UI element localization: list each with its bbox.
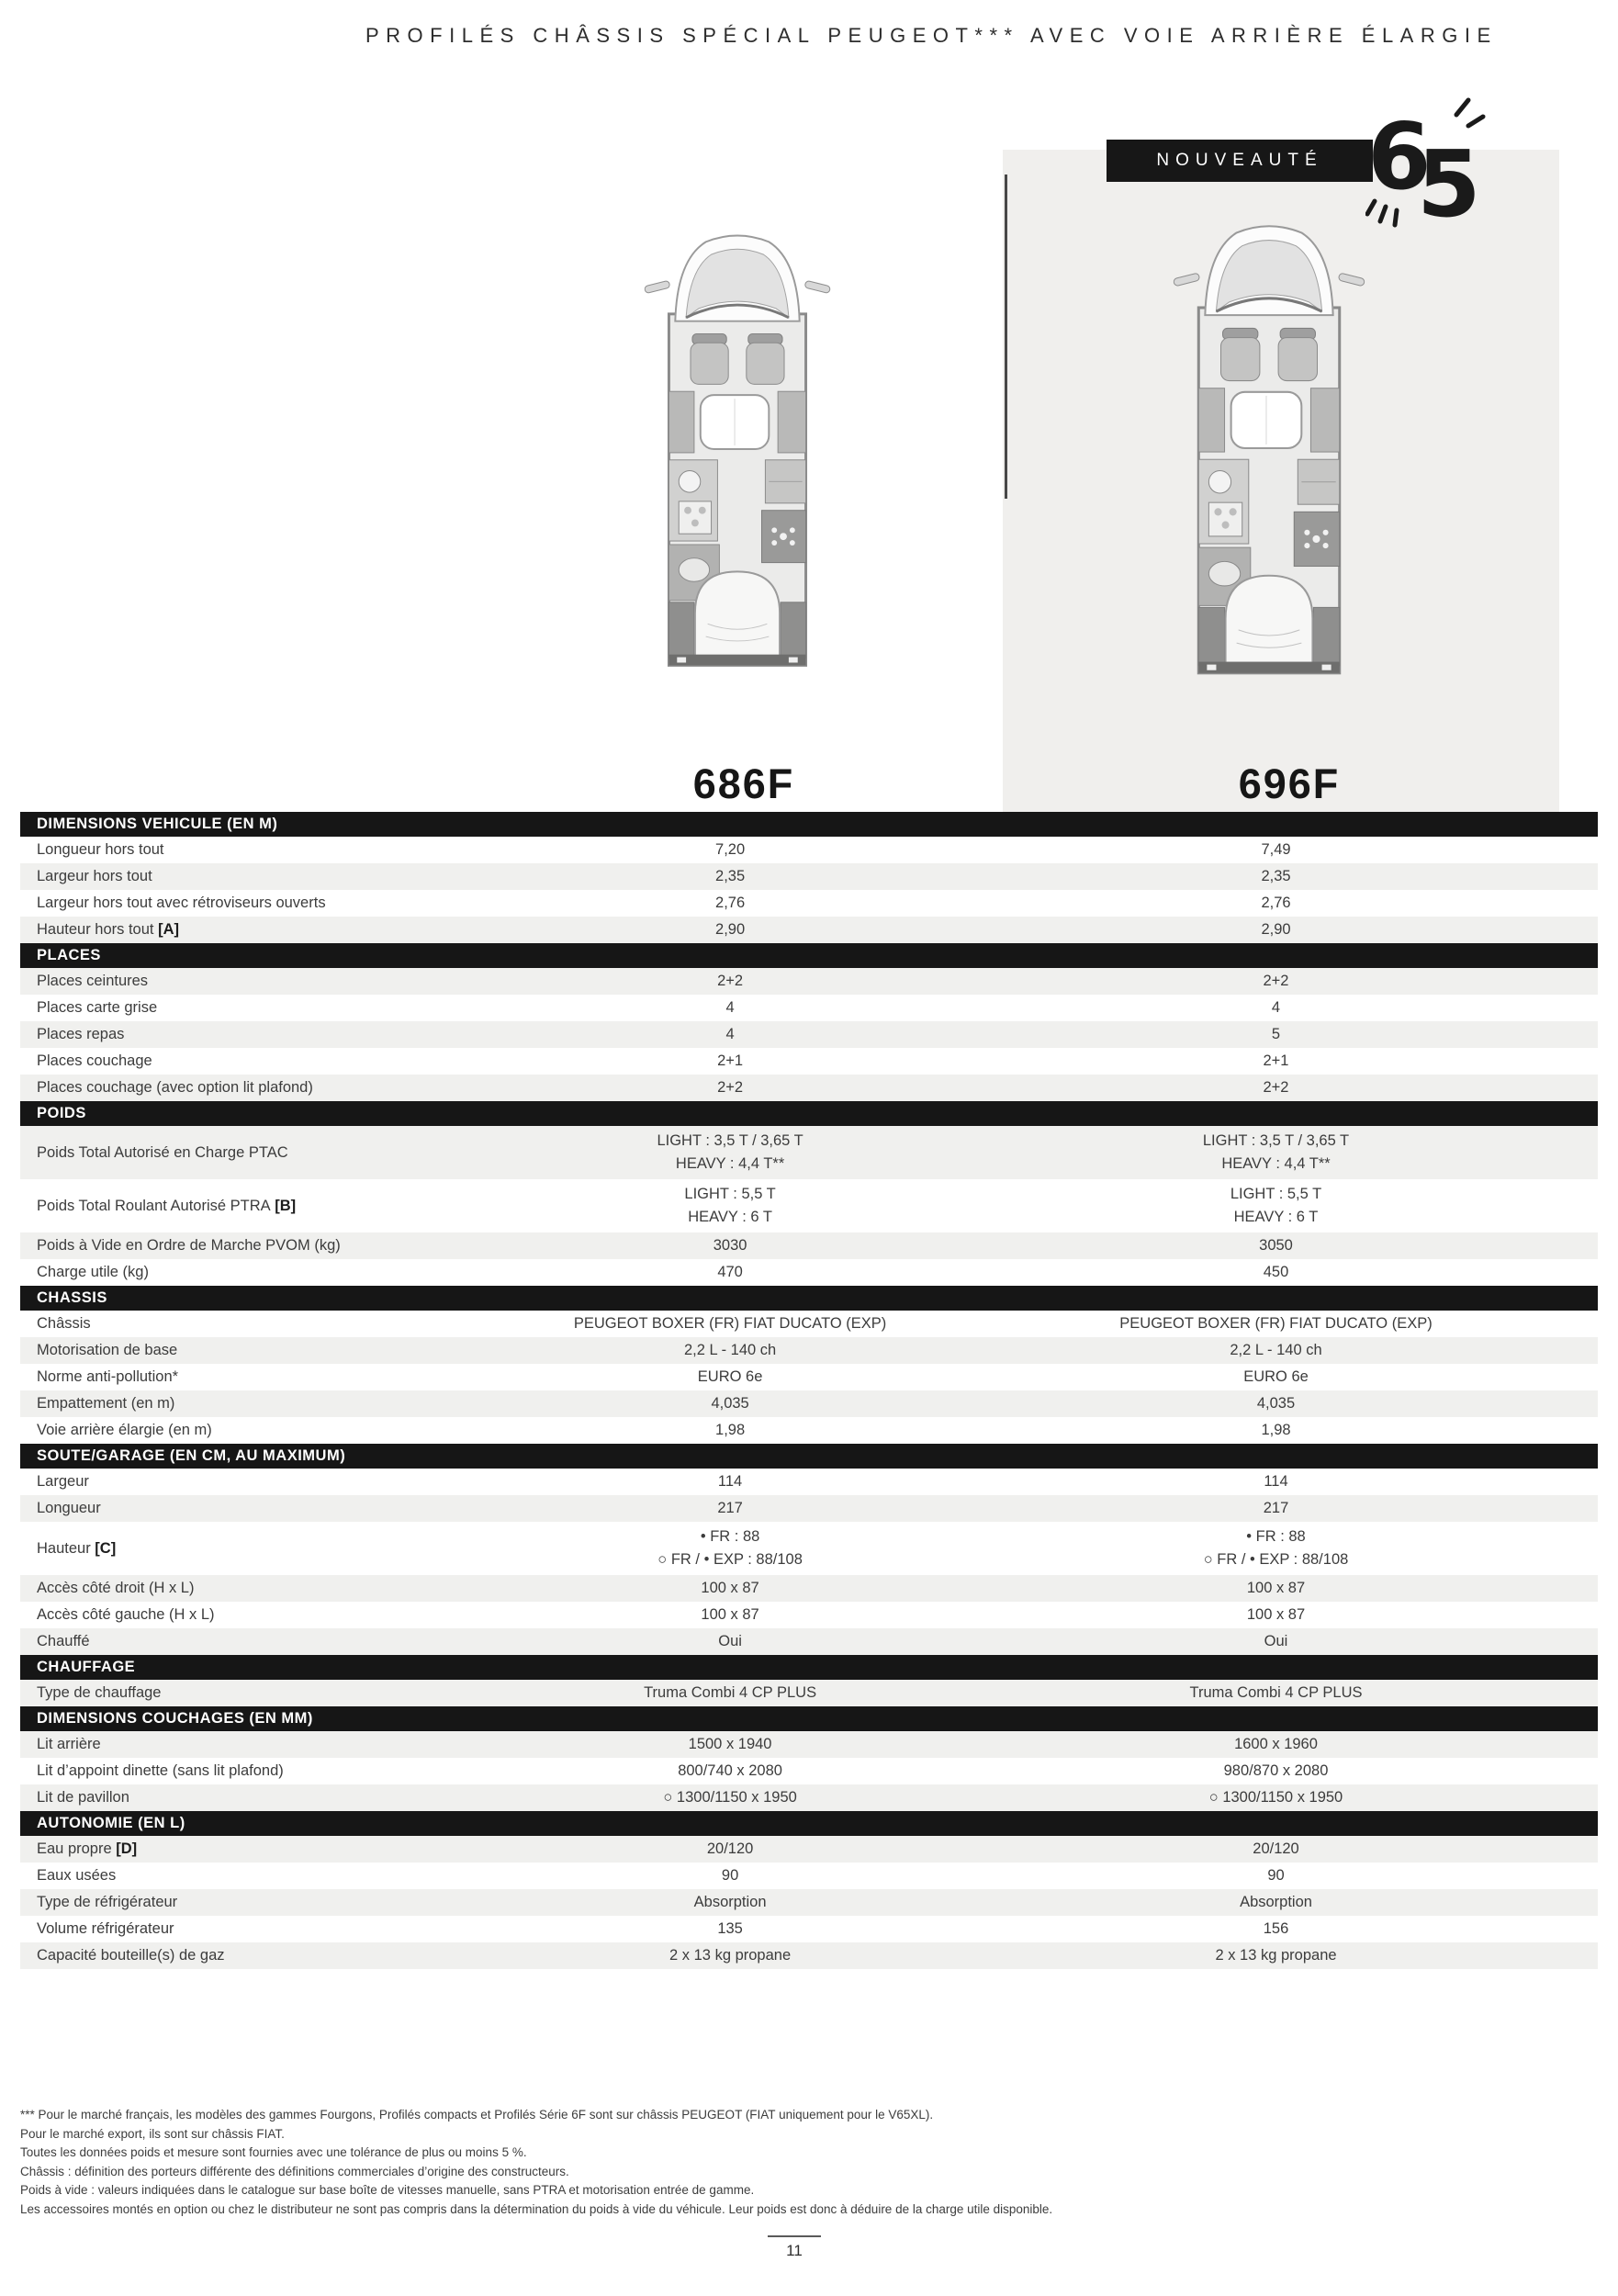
spec-value-696F: 4,035 xyxy=(1256,1395,1296,1412)
footnote-line: Toutes les données poids et mesure sont fournies avec une tolérance de plus ou moins 5 %. xyxy=(20,2145,527,2159)
svg-text:5: 5 xyxy=(1417,130,1481,238)
spec-label: Hauteur [C] xyxy=(37,1539,117,1557)
floorplan-696f xyxy=(1172,214,1366,682)
spec-row xyxy=(20,1075,1598,1101)
spec-label: Accès côté gauche (H x L) xyxy=(37,1606,215,1623)
spec-value-696F: 2,90 xyxy=(1261,921,1291,938)
spec-value-696F: 2,2 L - 140 ch xyxy=(1230,1342,1322,1358)
spec-value-696F: Absorption xyxy=(1240,1894,1312,1910)
spec-row xyxy=(20,1259,1598,1286)
spec-value-696F: 2+2 xyxy=(1263,973,1289,989)
spec-value-696F: 7,49 xyxy=(1261,841,1291,858)
spec-label: Motorisation de base xyxy=(37,1342,178,1358)
spec-value-686F: 470 xyxy=(717,1264,743,1280)
spec-value-696F: 3050 xyxy=(1259,1237,1293,1254)
section-header: POIDS xyxy=(20,1101,1598,1126)
spec-row xyxy=(20,1916,1598,1942)
model-name-686f: 686F xyxy=(692,760,795,807)
spec-label: Eaux usées xyxy=(37,1867,117,1884)
spec-label: Chauffé xyxy=(37,1633,90,1649)
spec-label: Places repas xyxy=(37,1026,125,1042)
spec-row xyxy=(20,1784,1598,1811)
spec-row xyxy=(20,1232,1598,1259)
spec-row xyxy=(20,1731,1598,1758)
spec-value-696F: LIGHT : 3,5 T / 3,65 T HEAVY : 4,4 T** xyxy=(1202,1132,1350,1172)
spec-value-686F: 114 xyxy=(717,1473,743,1490)
spec-row xyxy=(20,1390,1598,1417)
spec-label: Type de chauffage xyxy=(37,1684,162,1701)
spec-value-686F: 2,90 xyxy=(715,921,746,938)
spec-value-696F: 2+1 xyxy=(1263,1052,1289,1069)
spec-value-696F: 1600 x 1960 xyxy=(1234,1736,1318,1752)
spec-value-686F: 800/740 x 2080 xyxy=(678,1762,782,1779)
spec-label: Largeur hors tout xyxy=(37,868,152,884)
spec-row xyxy=(20,1179,1598,1232)
spec-row xyxy=(20,1602,1598,1628)
spec-value-686F: 20/120 xyxy=(706,1840,754,1857)
anniversary-65-logo xyxy=(1365,95,1487,242)
spec-row xyxy=(20,1628,1598,1655)
section-header: CHAUFFAGE xyxy=(20,1655,1598,1680)
spec-value-686F: 7,20 xyxy=(715,841,746,858)
spec-label: Longueur xyxy=(37,1500,101,1516)
panel-accent-line xyxy=(1005,174,1007,499)
spec-value-696F: 1,98 xyxy=(1261,1422,1291,1438)
spec-label: Hauteur hors tout [A] xyxy=(37,921,179,938)
spec-row xyxy=(20,1758,1598,1784)
floorplan-686f xyxy=(643,223,832,675)
spec-value-696F: ○ 1300/1150 x 1950 xyxy=(1208,1789,1343,1806)
spec-value-696F: 100 x 87 xyxy=(1246,1580,1306,1596)
spec-label: Largeur hors tout avec rétroviseurs ouverts xyxy=(37,895,326,911)
spec-label: Charge utile (kg) xyxy=(37,1264,149,1280)
section-header: SOUTE/GARAGE (EN CM, AU MAXIMUM) xyxy=(20,1444,1598,1469)
spec-value-686F: 3030 xyxy=(713,1237,747,1254)
spec-value-686F: 217 xyxy=(717,1500,743,1516)
spec-row xyxy=(20,1495,1598,1522)
spec-label: Poids Total Roulant Autorisé PTRA [B] xyxy=(37,1197,297,1214)
spec-value-696F: 450 xyxy=(1263,1264,1289,1280)
spec-label: Largeur xyxy=(37,1473,89,1490)
spec-label: Places couchage (avec option lit plafond) xyxy=(37,1079,313,1096)
section-header: AUTONOMIE (EN L) xyxy=(20,1811,1598,1836)
spec-row xyxy=(20,1889,1598,1916)
spec-value-686F: 90 xyxy=(721,1867,739,1884)
spec-value-686F: 4,035 xyxy=(711,1395,749,1412)
spec-label: Accès côté droit (H x L) xyxy=(37,1580,195,1596)
spec-value-686F: 2+1 xyxy=(717,1052,744,1069)
spec-row xyxy=(20,1836,1598,1863)
spec-label: Lit arrière xyxy=(37,1736,101,1752)
spec-value-686F: EURO 6e xyxy=(697,1368,763,1385)
spec-label: Places ceintures xyxy=(37,973,149,989)
model-name-696f: 696F xyxy=(1238,760,1341,807)
spec-label: Poids Total Autorisé en Charge PTAC xyxy=(37,1143,288,1161)
footnote-line: Poids à vide : valeurs indiquées dans le catalogue sur base boîte de vitesses manuelle, sans PTRA et motorisation entrée de gamme. xyxy=(20,2183,755,2197)
section-header: DIMENSIONS COUCHAGES (EN MM) xyxy=(20,1706,1598,1731)
spec-value-686F: • FR : 88 ○ FR / • EXP : 88/108 xyxy=(657,1528,803,1568)
spec-label: Lit d’appoint dinette (sans lit plafond) xyxy=(37,1762,284,1779)
spec-row xyxy=(20,917,1598,943)
spec-row xyxy=(20,1522,1598,1575)
spec-value-696F: 217 xyxy=(1263,1500,1289,1516)
spec-value-686F: Absorption xyxy=(693,1894,767,1910)
spec-row xyxy=(20,1126,1598,1179)
spec-value-696F: PEUGEOT BOXER (FR) FIAT DUCATO (EXP) xyxy=(1119,1315,1433,1332)
spec-label: Eau propre [D] xyxy=(37,1840,138,1857)
spec-value-696F: 20/120 xyxy=(1253,1840,1299,1857)
spec-row xyxy=(20,1311,1598,1337)
spec-value-696F: 2 x 13 kg propane xyxy=(1215,1947,1337,1964)
footnote-line: Pour le marché export, ils sont sur châssis FIAT. xyxy=(20,2126,285,2141)
spec-row xyxy=(20,1469,1598,1495)
spec-value-686F: 135 xyxy=(717,1920,743,1937)
spec-value-696F: 4 xyxy=(1271,999,1281,1016)
page-number-rule xyxy=(768,2235,821,2237)
spec-row xyxy=(20,995,1598,1021)
spec-row xyxy=(20,1942,1598,1969)
spec-row xyxy=(20,1021,1598,1048)
spec-row xyxy=(20,890,1598,917)
spec-value-686F: 100 x 87 xyxy=(701,1606,759,1623)
spec-value-686F: 2,76 xyxy=(715,895,746,911)
spec-row xyxy=(20,863,1598,890)
spec-value-686F: Truma Combi 4 CP PLUS xyxy=(644,1684,817,1701)
spec-label: Longueur hors tout xyxy=(37,841,164,858)
spec-value-696F: 980/870 x 2080 xyxy=(1223,1762,1329,1779)
spec-row xyxy=(20,1863,1598,1889)
spec-row xyxy=(20,837,1598,863)
spec-value-696F: 2+2 xyxy=(1263,1079,1289,1096)
spec-value-686F: 4 xyxy=(725,1026,735,1042)
spec-label: Volume réfrigérateur xyxy=(37,1920,174,1937)
spec-value-686F: 2+2 xyxy=(717,973,744,989)
spec-value-686F: ○ 1300/1150 x 1950 xyxy=(663,1789,797,1806)
spec-label: Places carte grise xyxy=(37,999,158,1016)
section-header: PLACES xyxy=(20,943,1598,968)
spec-value-696F: • FR : 88 ○ FR / • EXP : 88/108 xyxy=(1203,1528,1349,1568)
spec-value-696F: 156 xyxy=(1263,1920,1289,1937)
spec-row xyxy=(20,968,1598,995)
page-number: 11 xyxy=(786,2242,803,2259)
spec-value-686F: 2+2 xyxy=(717,1079,744,1096)
footnotes xyxy=(20,2106,1590,2219)
spec-row xyxy=(20,1680,1598,1706)
spec-label: Places couchage xyxy=(37,1052,152,1069)
spec-table xyxy=(20,812,1598,1969)
spec-label: Lit de pavillon xyxy=(37,1789,129,1806)
spec-label: Poids à Vide en Ordre de Marche PVOM (kg) xyxy=(37,1237,341,1254)
spec-value-696F: Oui xyxy=(1264,1633,1288,1649)
spec-label: Châssis xyxy=(37,1315,91,1332)
spec-value-696F: 100 x 87 xyxy=(1246,1606,1306,1623)
spec-value-696F: 2,76 xyxy=(1261,895,1291,911)
spec-row xyxy=(20,1337,1598,1364)
spec-value-686F: 2 x 13 kg propane xyxy=(669,1947,792,1964)
spec-label: Norme anti-pollution* xyxy=(37,1368,179,1385)
section-header: CHASSIS xyxy=(20,1286,1598,1311)
spec-value-686F: 4 xyxy=(725,999,735,1016)
spec-value-696F: 90 xyxy=(1267,1867,1285,1884)
section-header: DIMENSIONS VEHICULE (EN M) xyxy=(20,812,1598,837)
spec-value-696F: 5 xyxy=(1271,1026,1281,1042)
spec-value-686F: 1,98 xyxy=(715,1422,746,1438)
page-title: PROFILÉS CHÂSSIS SPÉCIAL PEUGEOT*** AVEC VOIE ARRIÈRE ÉLARGIE xyxy=(365,24,1498,47)
spec-label: Capacité bouteille(s) de gaz xyxy=(37,1947,225,1964)
spec-value-686F: Oui xyxy=(718,1633,742,1649)
spec-label: Voie arrière élargie (en m) xyxy=(37,1422,212,1438)
nouveaute-badge xyxy=(1107,140,1373,182)
spec-value-696F: EURO 6e xyxy=(1243,1368,1309,1385)
spec-value-686F: 2,2 L - 140 ch xyxy=(683,1342,777,1358)
spec-value-686F: 1500 x 1940 xyxy=(688,1736,772,1752)
spec-value-686F: LIGHT : 5,5 T HEAVY : 6 T xyxy=(684,1186,776,1225)
spec-label: Type de réfrigérateur xyxy=(37,1894,178,1910)
spec-row xyxy=(20,1048,1598,1075)
spec-value-696F: Truma Combi 4 CP PLUS xyxy=(1189,1684,1363,1701)
spec-value-686F: 2,35 xyxy=(715,868,746,884)
footnote-line: Les accessoires montés en option ou chez le distributeur ne sont pas compris dans la détermination du poids à vide du véhicule. Leur poids est donc à déduire de la charge utile disponible. xyxy=(20,2201,1053,2216)
spec-value-696F: 114 xyxy=(1264,1473,1288,1490)
spec-row xyxy=(20,1364,1598,1390)
nouveaute-badge-label: NOUVEAUTÉ xyxy=(1156,151,1323,170)
spec-value-686F: LIGHT : 3,5 T / 3,65 T HEAVY : 4,4 T** xyxy=(657,1132,803,1172)
spec-value-686F: 100 x 87 xyxy=(701,1580,759,1596)
spec-value-696F: LIGHT : 5,5 T HEAVY : 6 T xyxy=(1230,1186,1322,1225)
spec-row xyxy=(20,1417,1598,1444)
spec-label: Empattement (en m) xyxy=(37,1395,175,1412)
spec-row xyxy=(20,1575,1598,1602)
spec-value-686F: PEUGEOT BOXER (FR) FIAT DUCATO (EXP) xyxy=(573,1315,887,1332)
footnote-line: Châssis : définition des porteurs différente des définitions commerciales d’origine des constructeurs. xyxy=(20,2164,569,2178)
svg-text:6: 6 xyxy=(1367,103,1432,210)
footnote-line: *** Pour le marché français, les modèles des gammes Fourgons, Profilés compacts et Profilés Série 6F sont sur châssis PEUGEOT (FIAT uniquement pour le V65XL). xyxy=(20,2108,934,2122)
spec-value-696F: 2,35 xyxy=(1261,868,1291,884)
